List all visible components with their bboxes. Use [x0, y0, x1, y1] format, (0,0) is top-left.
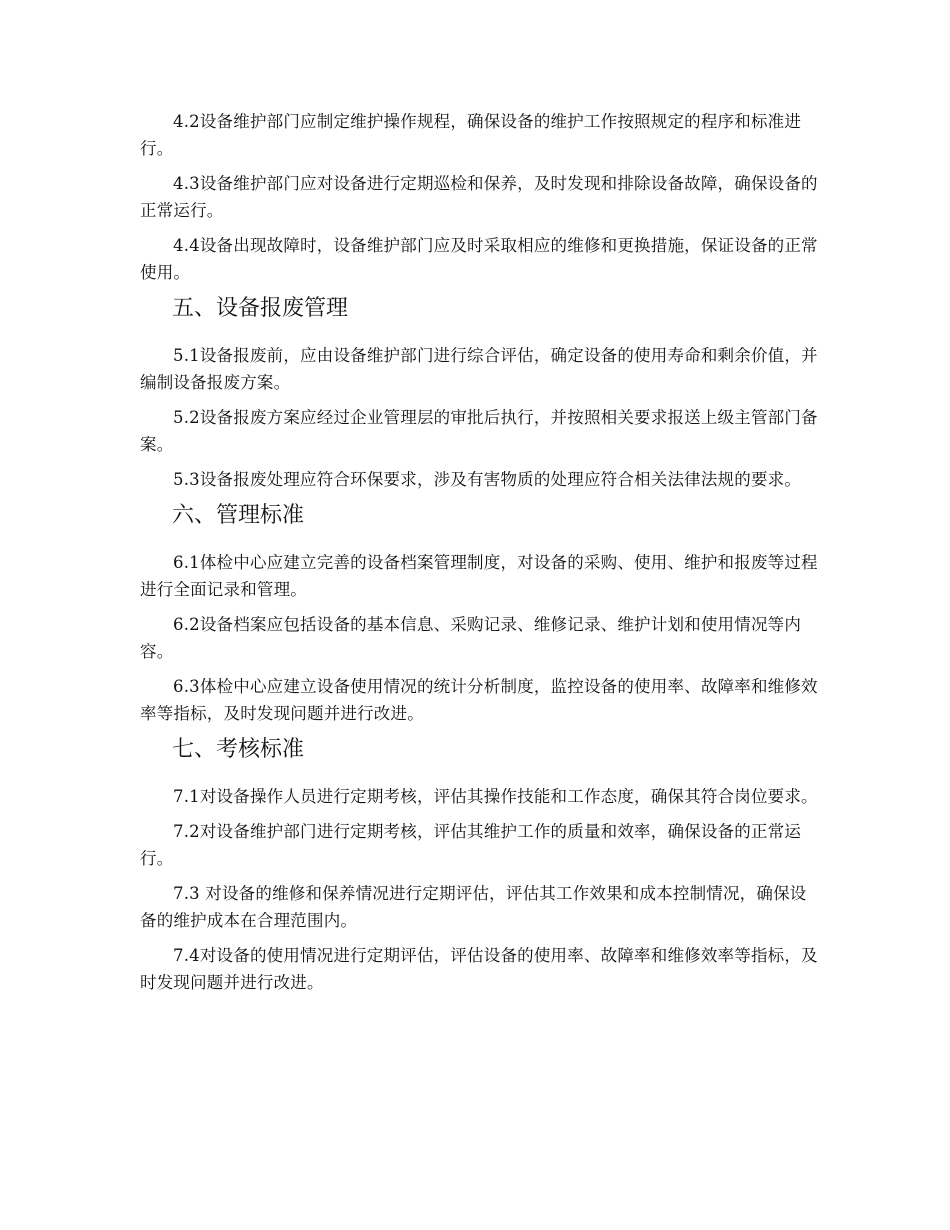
- heading-section-6: 六、管理标准: [172, 503, 305, 528]
- paragraph-4-2: 4.2设备维护部门应制定维护操作规程，确保设备的维护工作按照规定的程序和标准进行。: [140, 112, 802, 158]
- document-body: [140, 108, 820, 1004]
- paragraph-7-1: 7.1对设备操作人员进行定期考核，评估其操作技能和工作态度，确保其符合岗位要求。: [173, 787, 818, 806]
- heading-section-5: 五、设备报废管理: [172, 296, 349, 321]
- paragraph-6-2: 6.2设备档案应包括设备的基本信息、采购记录、维修记录、维护计划和使用情况等内容。: [140, 615, 802, 661]
- paragraph-7-4: 7.4对设备的使用情况进行定期评估，评估设备的使用率、故障率和维修效率等指标，及时发现问题并进行改进。: [140, 946, 818, 992]
- paragraph-6-1: 6.1体检中心应建立完善的设备档案管理制度，对设备的采购、使用、维护和报废等过程进行全面记录和管理。: [140, 553, 818, 599]
- paragraph-6-3: 6.3体检中心应建立设备使用情况的统计分析制度，监控设备的使用率、故障率和维修效率等指标，及时发现问题并进行改进。: [140, 677, 818, 723]
- paragraph-7-2: 7.2对设备维护部门进行定期考核，评估其维护工作的质量和效率，确保设备的正常运行。: [140, 822, 802, 868]
- paragraph-5-3: 5.3设备报废处理应符合环保要求，涉及有害物质的处理应符合相关法律法规的要求。: [173, 470, 802, 489]
- paragraph-5-2: 5.2设备报废方案应经过企业管理层的审批后执行，并按照相关要求报送上级主管部门备案。: [140, 408, 818, 454]
- paragraph-5-1: 5.1设备报废前，应由设备维护部门进行综合评估，确定设备的使用寿命和剩余价值，并编制设备报废方案。: [140, 346, 818, 392]
- paragraph-4-4: 4.4设备出现故障时，设备维护部门应及时采取相应的维修和更换措施，保证设备的正常使用。: [140, 236, 818, 282]
- heading-section-7: 七、考核标准: [172, 737, 305, 762]
- paragraph-4-3: 4.3设备维护部门应对设备进行定期巡检和保养，及时发现和排除设备故障，确保设备的正常运行。: [140, 174, 818, 220]
- paragraph-7-3: 7.3 对设备的维修和保养情况进行定期评估，评估其工作效果和成本控制情况，确保设备的维护成本在合理范围内。: [140, 884, 807, 930]
